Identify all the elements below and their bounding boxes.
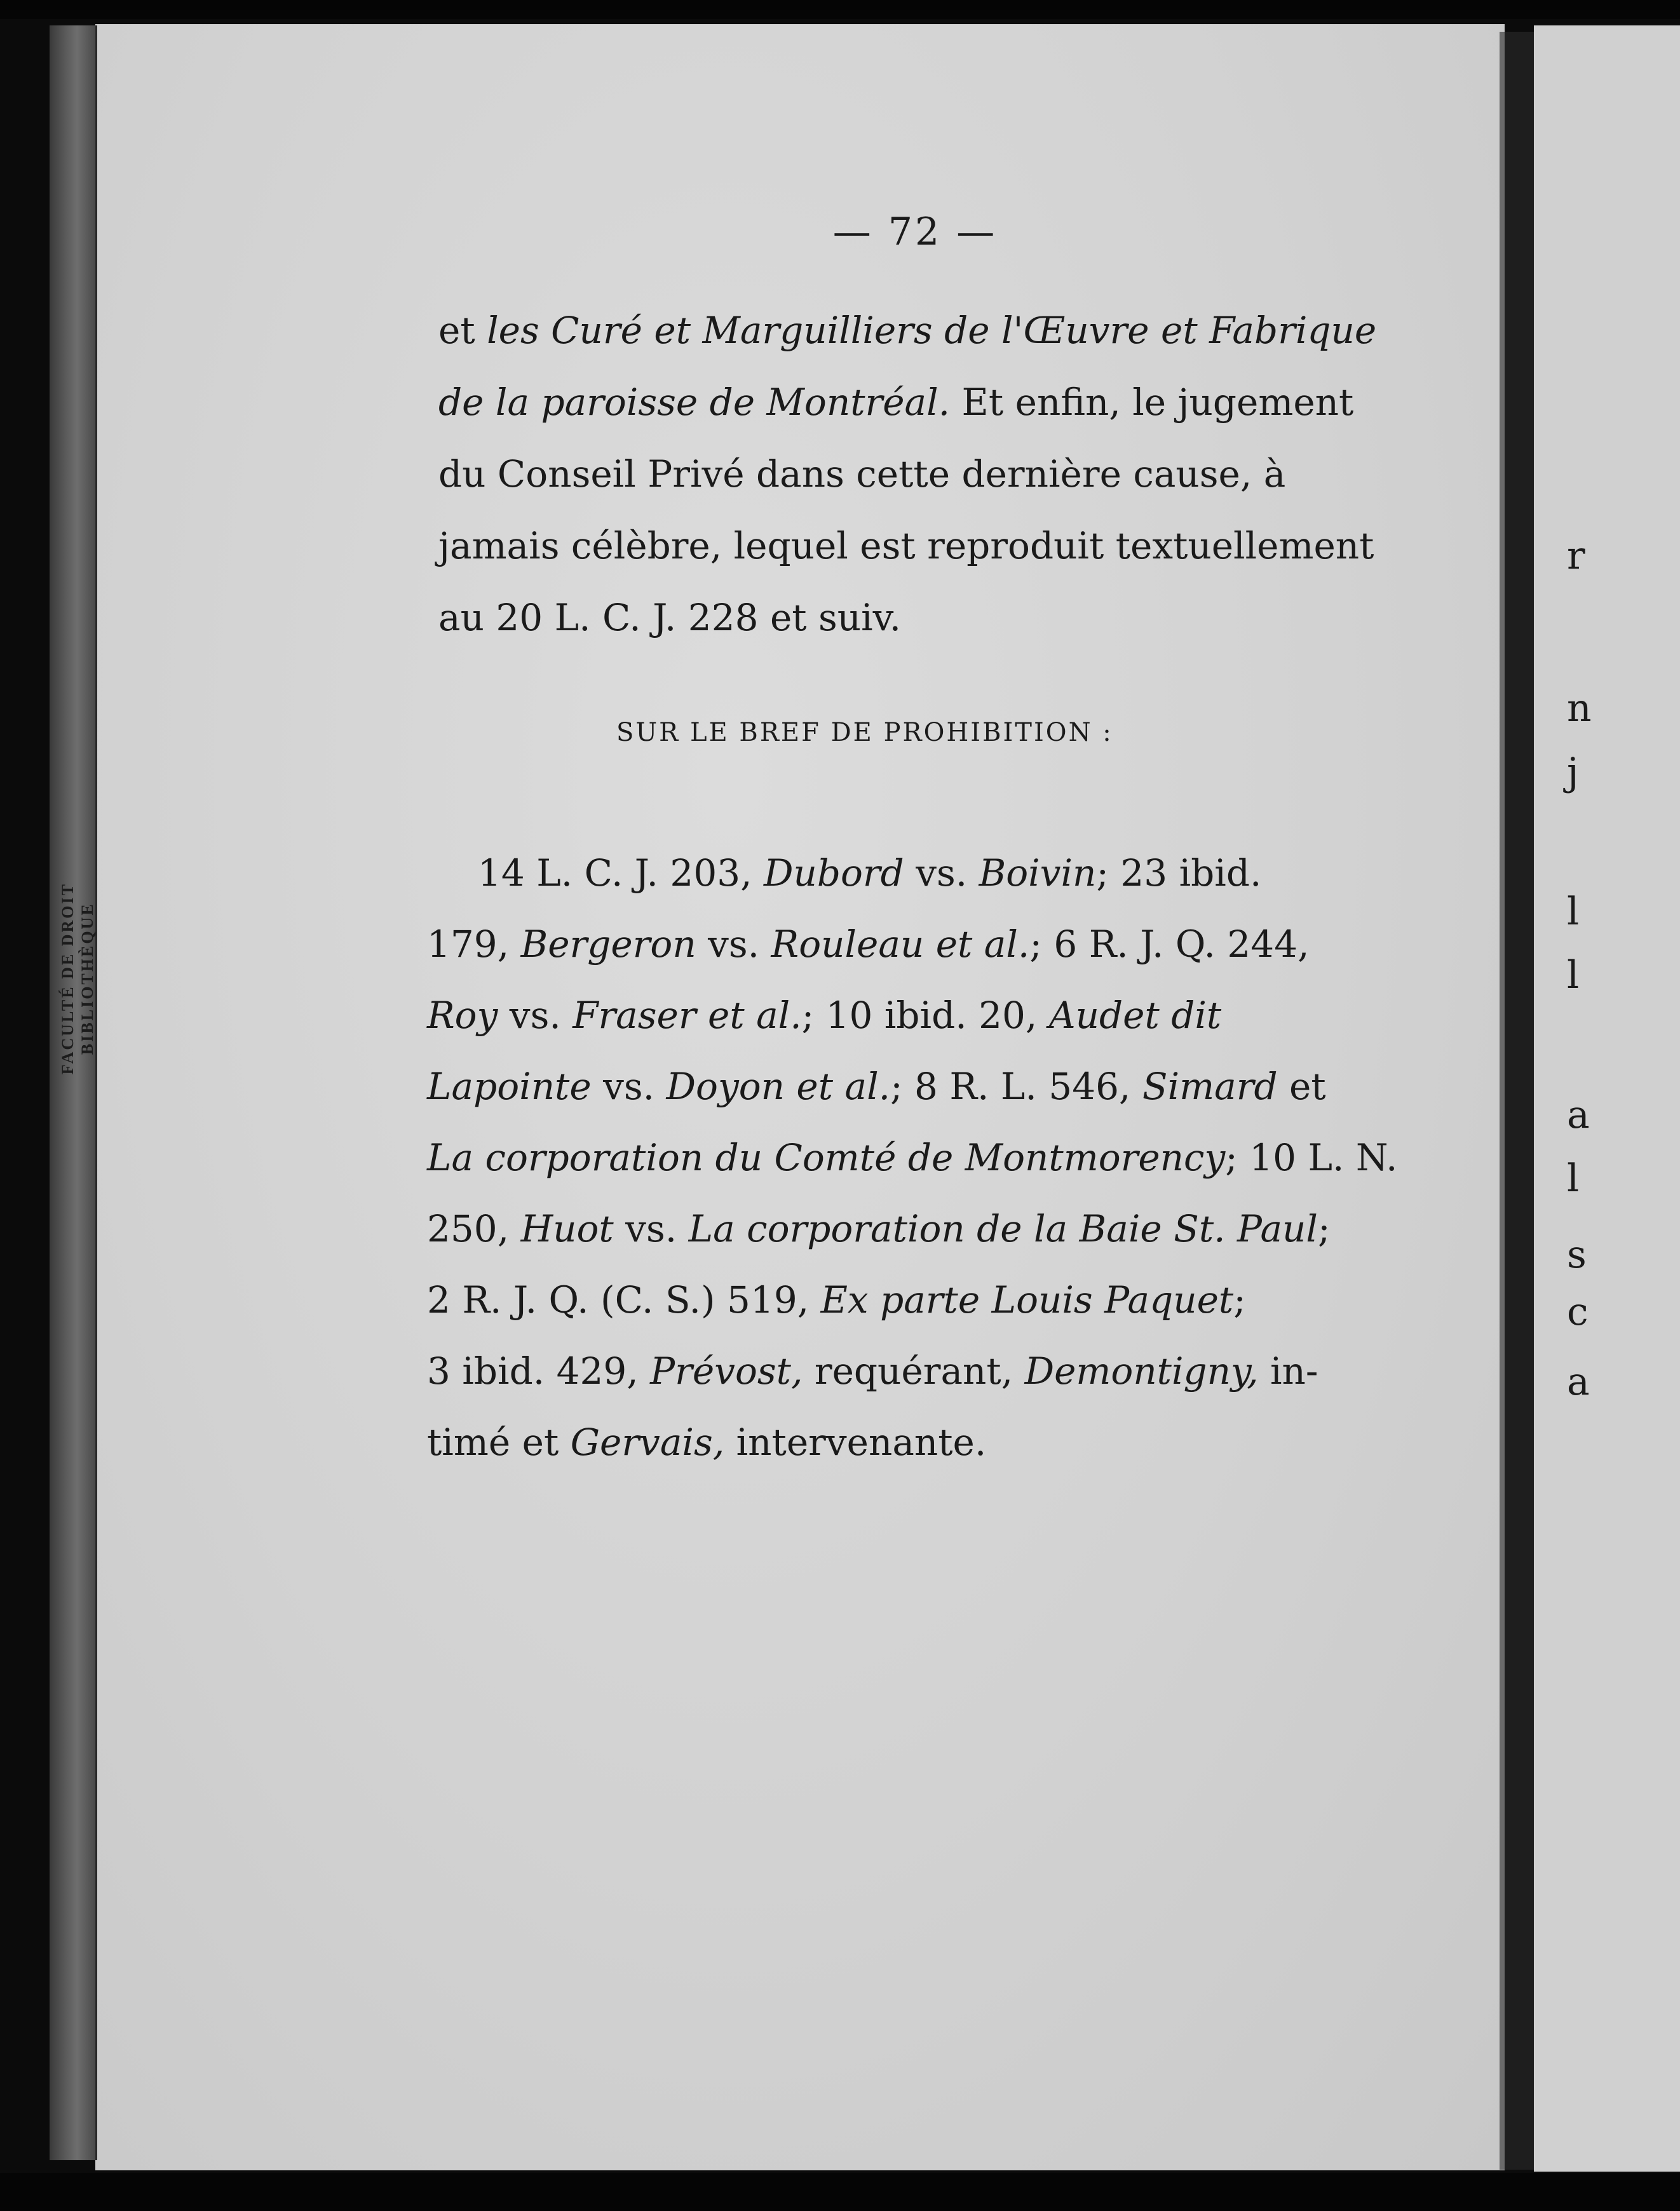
facing-page-fragment: s — [1567, 1233, 1587, 1277]
text-run: 14 L. C. J. 203, — [478, 851, 764, 895]
text-run: et — [1277, 1065, 1326, 1108]
paragraph-1 — [438, 295, 1379, 654]
text-run: ; — [1317, 1207, 1331, 1250]
text-run: intervenante. — [724, 1421, 987, 1464]
text-run: in- — [1258, 1349, 1318, 1393]
text-line — [427, 1122, 1398, 1193]
text-run: du Conseil Privé dans cette dernière cause, à — [438, 452, 1286, 496]
text-run: requérant, — [803, 1349, 1025, 1393]
text-line — [438, 582, 1379, 654]
spine-stamp-line-2: BIBLIOTHÈQUE — [78, 902, 97, 1055]
italic-text-run: Demontigny, — [1024, 1349, 1259, 1393]
text-line — [427, 1264, 1374, 1335]
text-line — [438, 438, 1379, 510]
text-line — [427, 837, 1374, 909]
paragraph-2 — [427, 837, 1398, 1478]
italic-text-run: Audet dit — [1048, 994, 1222, 1037]
italic-text-run: Bergeron — [520, 923, 696, 966]
italic-text-run: Doyon et al. — [666, 1065, 891, 1108]
facing-page-fragment: l — [1567, 953, 1580, 997]
italic-text-run: les Curé et Marguilliers de l'Œuvre et Fabrique — [487, 309, 1377, 352]
text-run: 179, — [427, 923, 521, 966]
text-line — [438, 510, 1379, 582]
text-line — [438, 295, 1379, 367]
text-run: vs. — [591, 1065, 667, 1108]
facing-page-fragment: c — [1567, 1290, 1589, 1334]
italic-text-run: Boivin — [979, 851, 1097, 895]
text-line — [438, 367, 1379, 438]
facing-page-fragment: a — [1567, 1093, 1590, 1137]
text-run: 250, — [427, 1207, 521, 1250]
text-line — [427, 1051, 1374, 1122]
text-run: vs. — [696, 923, 771, 966]
italic-text-run: de la paroisse de Montréal. — [438, 381, 951, 424]
text-run: jamais célèbre, lequel est reproduit textuellement — [438, 524, 1374, 567]
italic-text-run: Fraser et al. — [572, 994, 802, 1037]
text-run: Et enfin, le jugement — [950, 381, 1354, 424]
text-run: ; 6 R. J. Q. 244, — [1029, 923, 1310, 966]
facing-page-fragment: l — [1567, 889, 1580, 934]
italic-text-run: Lapointe — [427, 1065, 592, 1108]
text-run: et — [438, 309, 487, 352]
text-run: vs. — [613, 1207, 689, 1250]
italic-text-run: Dubord — [764, 851, 904, 895]
text-run: ; 8 R. L. 546, — [890, 1065, 1142, 1108]
text-run: ; 23 ibid. — [1096, 851, 1262, 895]
spine-stamp — [58, 775, 97, 1182]
italic-text-run: Ex parte Louis Paquet — [820, 1278, 1234, 1322]
text-run: 3 ibid. 429, — [427, 1349, 651, 1393]
italic-text-run: Roy — [427, 994, 498, 1037]
facing-page-fragment: j — [1567, 750, 1579, 794]
text-run: ; — [1233, 1278, 1246, 1322]
text-line — [427, 1335, 1374, 1407]
facing-page-fragment: n — [1567, 686, 1592, 731]
text-line — [427, 1193, 1374, 1264]
text-run: vs. — [904, 851, 979, 895]
text-line — [427, 980, 1374, 1051]
facing-page — [1534, 25, 1680, 2172]
page-number: — 72 — — [832, 210, 998, 254]
text-line — [427, 1407, 1374, 1478]
italic-text-run: Huot — [520, 1207, 614, 1250]
text-line — [427, 909, 1374, 980]
book-gutter — [1505, 32, 1534, 2170]
italic-text-run: Prévost, — [650, 1349, 803, 1393]
facing-page-fragment: r — [1567, 534, 1585, 578]
section-heading: SUR LE BREF DE PROHIBITION : — [616, 718, 1113, 747]
text-run: 2 R. J. Q. (C. S.) 519, — [427, 1278, 821, 1322]
text-run: au 20 L. C. J. 228 et suiv. — [438, 596, 902, 639]
italic-text-run: La corporation du Comté de Montmorency — [427, 1136, 1226, 1179]
facing-page-fragment: a — [1567, 1360, 1590, 1404]
text-run: vs. — [498, 994, 573, 1037]
italic-text-run: La corporation de la Baie St. Paul — [688, 1207, 1318, 1250]
italic-text-run: Simard — [1142, 1065, 1278, 1108]
spine-stamp-line-1: FACULTÉ DE DROIT — [58, 882, 77, 1075]
italic-text-run: Rouleau et al. — [771, 923, 1030, 966]
italic-text-run: Gervais, — [570, 1421, 725, 1464]
text-run: ; 10 ibid. 20, — [801, 994, 1049, 1037]
text-run: ; 10 L. N. — [1225, 1136, 1398, 1179]
facing-page-fragment: l — [1567, 1156, 1580, 1201]
scan-frame-top — [0, 0, 1680, 19]
text-run: timé et — [427, 1421, 571, 1464]
scan-frame-bottom — [0, 2173, 1680, 2211]
